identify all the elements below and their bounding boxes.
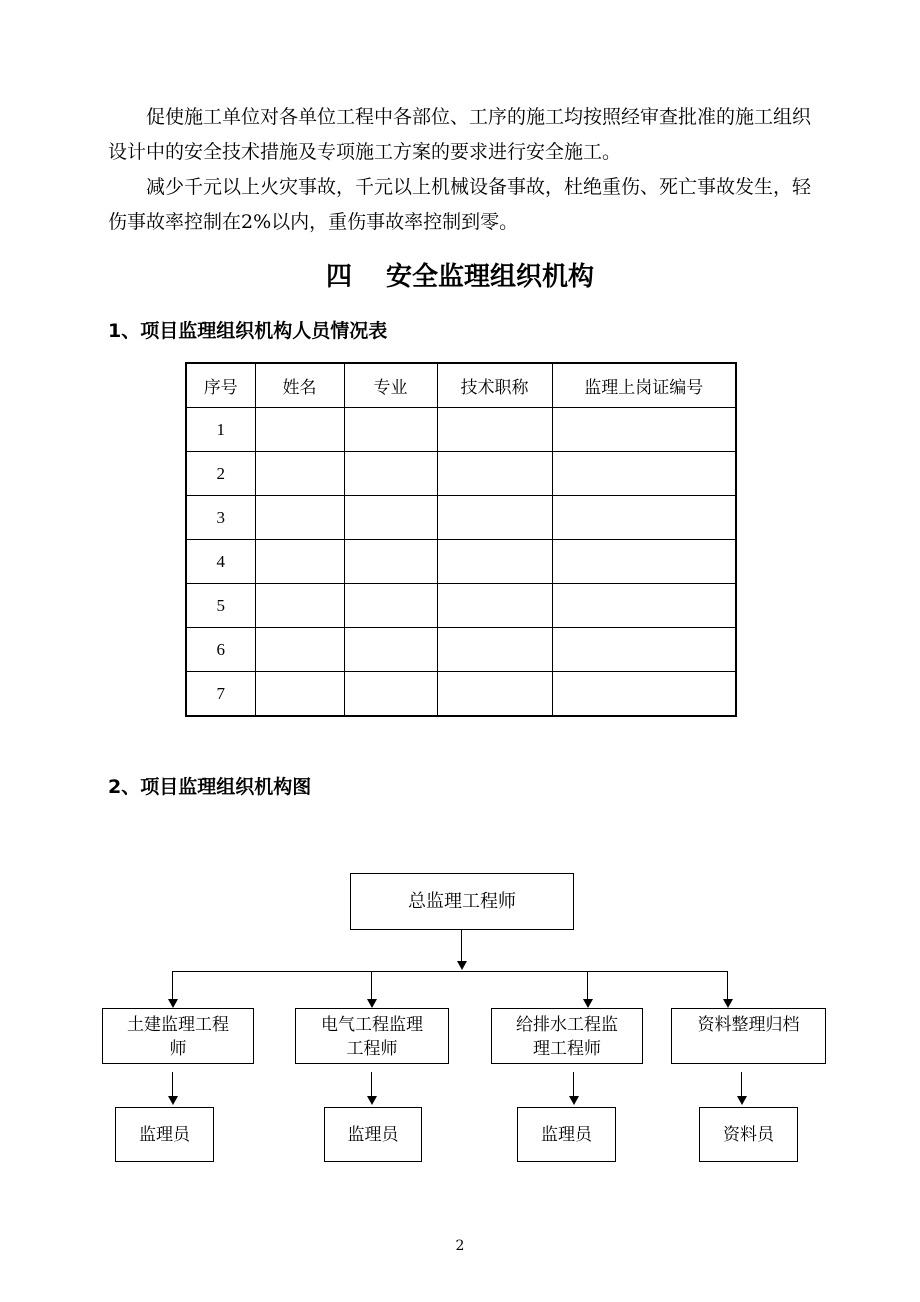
- cell: [437, 408, 552, 452]
- header-title: 技术职称: [437, 363, 552, 408]
- org-branch-box-plumbing: 给排水工程监理工程师: [491, 1008, 643, 1064]
- org-sub-box-electrical: 监理员: [324, 1107, 422, 1162]
- subheading-staff-table: 1、项目监理组织机构人员情况表: [108, 320, 388, 342]
- arrow-down-icon: [583, 999, 593, 1008]
- arrow-down-icon: [723, 999, 733, 1008]
- cell: [255, 540, 344, 584]
- cell: [552, 584, 736, 628]
- cell: [344, 540, 437, 584]
- section-title-text: 安全监理组织机构: [386, 262, 595, 292]
- paragraph-2: 减少千元以上火灾事故，千元以上机械设备事故，杜绝重伤、死亡事故发生，轻伤事故率控制在2%以内，重伤事故率控制到零。: [108, 176, 812, 233]
- cell: [552, 540, 736, 584]
- connector-line: [371, 1072, 372, 1098]
- cell: [344, 496, 437, 540]
- arrow-down-icon: [367, 999, 377, 1008]
- cell: [437, 584, 552, 628]
- cell: [344, 408, 437, 452]
- cell: [344, 584, 437, 628]
- org-branch-box-civil: 土建监理工程师: [102, 1008, 254, 1064]
- header-specialty: 专业: [344, 363, 437, 408]
- org-root-box: 总监理工程师: [350, 873, 574, 930]
- arrow-down-icon: [168, 999, 178, 1008]
- table-row: [186, 584, 736, 628]
- cell: [552, 496, 736, 540]
- cell: [437, 452, 552, 496]
- row-index: 2: [186, 452, 255, 496]
- connector-line: [573, 1072, 574, 1098]
- paragraph-1: 促使施工单位对各单位工程中各部位、工序的施工均按照经审查批准的施工组织设计中的安全技术措施及专项施工方案的要求进行安全施工。: [108, 106, 812, 163]
- arrow-down-icon: [569, 1096, 579, 1105]
- connector-line: [371, 971, 372, 1001]
- org-branch-box-electrical: 电气工程监理工程师: [295, 1008, 449, 1064]
- cell: [552, 408, 736, 452]
- arrow-down-icon: [367, 1096, 377, 1105]
- header-name: 姓名: [255, 363, 344, 408]
- page-number: 2: [455, 1238, 465, 1254]
- org-branch-box-records: 资料整理归档: [671, 1008, 826, 1064]
- connector-line: [172, 1072, 173, 1098]
- table-header-row: [186, 363, 736, 408]
- connector-line: [172, 971, 728, 972]
- cell: [437, 628, 552, 672]
- header-index: 序号: [186, 363, 255, 408]
- cell: [255, 408, 344, 452]
- staff-table: [185, 362, 737, 717]
- row-index: 4: [186, 540, 255, 584]
- arrow-down-icon: [457, 961, 467, 970]
- cell: [437, 672, 552, 717]
- cell: [344, 452, 437, 496]
- cell: [255, 628, 344, 672]
- table-row: [186, 496, 736, 540]
- header-cert-number: 监理上岗证编号: [552, 363, 736, 408]
- cell: [437, 540, 552, 584]
- row-index: 5: [186, 584, 255, 628]
- org-sub-box-records: 资料员: [699, 1107, 798, 1162]
- cell: [255, 584, 344, 628]
- org-sub-box-civil: 监理员: [115, 1107, 214, 1162]
- arrow-down-icon: [737, 1096, 747, 1105]
- connector-line: [587, 971, 588, 1001]
- connector-line: [172, 971, 173, 1001]
- table-row: [186, 408, 736, 452]
- cell: [344, 672, 437, 717]
- row-index: 7: [186, 672, 255, 717]
- cell: [552, 628, 736, 672]
- section-title: [0, 256, 920, 293]
- cell: [344, 628, 437, 672]
- cell: [255, 672, 344, 717]
- table-row: [186, 540, 736, 584]
- cell: [437, 496, 552, 540]
- section-number: 四: [325, 262, 352, 292]
- connector-line: [741, 1072, 742, 1098]
- cell: [255, 496, 344, 540]
- subheading-org-chart: 2、项目监理组织机构图: [108, 776, 312, 798]
- table-row: [186, 628, 736, 672]
- connector-line: [461, 930, 462, 962]
- table-row: [186, 672, 736, 717]
- row-index: 6: [186, 628, 255, 672]
- cell: [552, 672, 736, 717]
- arrow-down-icon: [168, 1096, 178, 1105]
- row-index: 3: [186, 496, 255, 540]
- cell: [552, 452, 736, 496]
- cell: [255, 452, 344, 496]
- connector-line: [727, 971, 728, 1001]
- row-index: 1: [186, 408, 255, 452]
- table-row: [186, 452, 736, 496]
- org-sub-box-plumbing: 监理员: [517, 1107, 616, 1162]
